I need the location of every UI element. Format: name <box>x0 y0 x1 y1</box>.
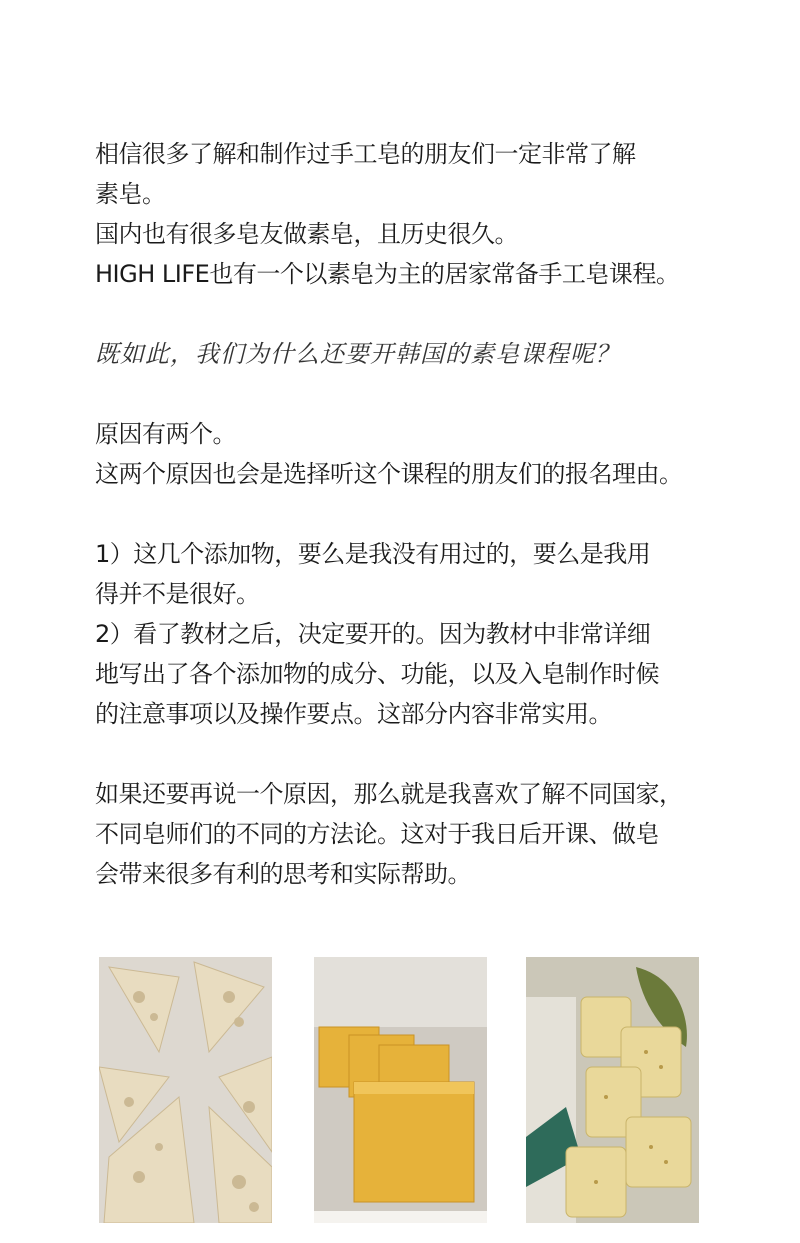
text-line: 会带来很多有利的思考和实际帮助。 <box>95 860 471 888</box>
text-line: HIGH LIFE也有一个以素皂为主的居家常备手工皂课程。 <box>95 260 680 288</box>
paragraph-extra-reason <box>95 774 715 894</box>
vegetable-soap-image <box>314 957 487 1223</box>
text-line: 的注意事项以及操作要点。这部分内容非常实用。 <box>95 700 612 728</box>
text-line: 1）这几个添加物，要么是我没有用过的，要么是我用 <box>95 540 651 568</box>
photo-green-soaps <box>526 957 699 1223</box>
photo-vegetable-soaps <box>314 957 487 1223</box>
text-line: 既如此，我们为什么还要开韩国的素皂课程呢？ <box>95 340 620 368</box>
photo-cheese-soaps <box>99 957 272 1223</box>
text-line: 相信很多了解和制作过手工皂的朋友们一定非常了解 <box>95 140 636 168</box>
paragraph-question <box>95 334 715 374</box>
text-line: 原因有两个。 <box>95 420 236 448</box>
paragraph-reasons-intro <box>95 414 715 494</box>
text-line: 如果还要再说一个原因，那么就是我喜欢了解不同国家， <box>95 780 683 808</box>
text-line: 地写出了各个添加物的成分、功能，以及入皂制作时候 <box>95 660 659 688</box>
text-line: 2）看了教材之后，决定要开的。因为教材中非常详细 <box>95 620 651 648</box>
text-line: 国内也有很多皂友做素皂，且历史很久。 <box>95 220 518 248</box>
text-line: 素皂。 <box>95 180 166 208</box>
text-line: 得并不是很好。 <box>95 580 260 608</box>
paragraph-reasons-list <box>95 534 715 734</box>
cheese-soap-image <box>99 957 272 1223</box>
text-line: 这两个原因也会是选择听这个课程的朋友们的报名理由。 <box>95 460 683 488</box>
green-soap-image <box>526 957 699 1223</box>
paragraph-intro <box>95 134 715 294</box>
text-line: 不同皂师们的不同的方法论。这对于我日后开课、做皂 <box>95 820 659 848</box>
